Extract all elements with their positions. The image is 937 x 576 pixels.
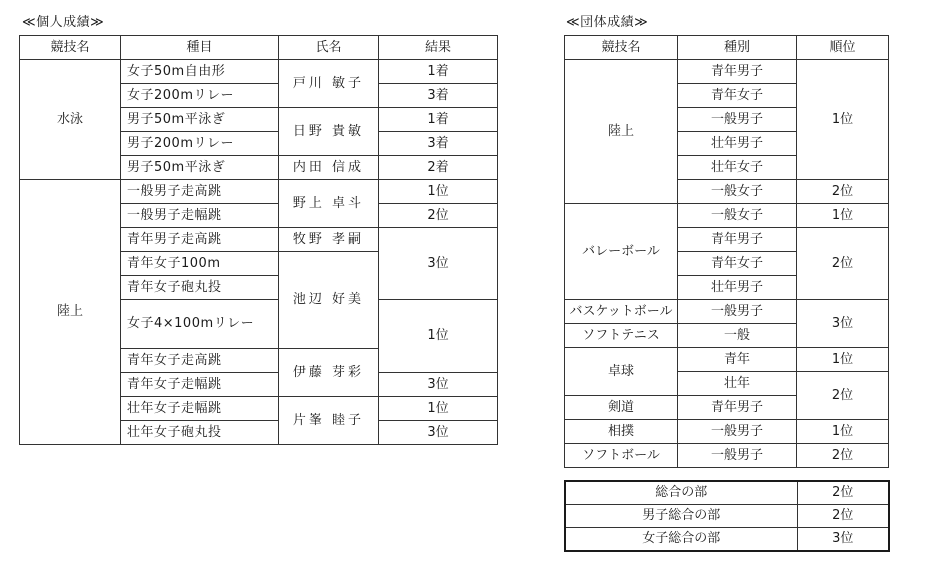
rank-cell: 1位 <box>797 420 889 444</box>
event-cell: 女子4×100mリレー <box>121 300 279 349</box>
rank-cell: 1位 <box>797 204 889 228</box>
rank-cell: 1位 <box>797 60 889 180</box>
sport-cell: バレーボール <box>565 204 678 300</box>
event-cell: 青年女子100m <box>121 252 279 276</box>
individual-results-table <box>19 35 498 445</box>
category-cell: 一般 <box>678 324 797 348</box>
rank-cell: 2位 <box>797 444 889 468</box>
sport-cell: 陸上 <box>20 180 121 445</box>
result-cell: 3位 <box>379 228 498 300</box>
table-row <box>565 420 889 444</box>
rank-cell: 3位 <box>797 300 889 348</box>
column-header: 競技名 <box>565 36 678 60</box>
table-row <box>565 505 889 528</box>
individual-results-heading: ≪個人成績≫ <box>22 15 105 30</box>
category-cell: 青年男子 <box>678 60 797 84</box>
event-cell: 壮年女子砲丸投 <box>121 421 279 445</box>
rank-cell: 1位 <box>797 348 889 372</box>
sport-cell: バスケットボール <box>565 300 678 324</box>
event-cell: 青年女子砲丸投 <box>121 276 279 300</box>
column-header: 種別 <box>678 36 797 60</box>
category-cell: 青年男子 <box>678 396 797 420</box>
athlete-name-cell: 戸川 敏子 <box>279 60 379 108</box>
rank-cell: 2位 <box>797 505 889 528</box>
category-cell: 一般男子 <box>678 444 797 468</box>
event-cell: 一般男子走幅跳 <box>121 204 279 228</box>
sport-cell: ソフトテニス <box>565 324 678 348</box>
sport-cell: 水泳 <box>20 60 121 180</box>
event-cell: 女子50m自由形 <box>121 60 279 84</box>
category-cell: 壮年女子 <box>678 156 797 180</box>
column-header: 競技名 <box>20 36 121 60</box>
overall-label-cell: 女子総合の部 <box>565 528 797 552</box>
table-header-row <box>20 36 498 60</box>
overall-label-cell: 総合の部 <box>565 481 797 505</box>
category-cell: 青年 <box>678 348 797 372</box>
result-cell: 3着 <box>379 132 498 156</box>
table-row <box>565 204 889 228</box>
table-row <box>565 481 889 505</box>
category-cell: 青年女子 <box>678 84 797 108</box>
sport-cell: 相撲 <box>565 420 678 444</box>
event-cell: 一般男子走高跳 <box>121 180 279 204</box>
rank-cell: 2位 <box>797 180 889 204</box>
athlete-name-cell: 牧野 孝嗣 <box>279 228 379 252</box>
result-cell: 1位 <box>379 300 498 373</box>
sport-cell: ソフトボール <box>565 444 678 468</box>
result-cell: 1位 <box>379 180 498 204</box>
sport-cell: 陸上 <box>565 60 678 204</box>
column-header: 順位 <box>797 36 889 60</box>
event-cell: 壮年女子走幅跳 <box>121 397 279 421</box>
column-header: 種目 <box>121 36 279 60</box>
category-cell: 壮年男子 <box>678 132 797 156</box>
category-cell: 一般男子 <box>678 420 797 444</box>
rank-cell: 2位 <box>797 372 889 420</box>
team-results-table <box>564 35 889 468</box>
sport-cell: 剣道 <box>565 396 678 420</box>
column-header: 氏名 <box>279 36 379 60</box>
athlete-name-cell: 伊藤 芽彩 <box>279 349 379 397</box>
rank-cell: 2位 <box>797 228 889 300</box>
athlete-name-cell: 野上 卓斗 <box>279 180 379 228</box>
result-cell: 1着 <box>379 108 498 132</box>
athlete-name-cell: 片峯 睦子 <box>279 397 379 445</box>
sport-cell: 卓球 <box>565 348 678 396</box>
result-cell: 3着 <box>379 84 498 108</box>
category-cell: 一般女子 <box>678 204 797 228</box>
event-cell: 女子200mリレー <box>121 84 279 108</box>
event-cell: 青年女子走幅跳 <box>121 373 279 397</box>
event-cell: 青年男子走高跳 <box>121 228 279 252</box>
category-cell: 壮年男子 <box>678 276 797 300</box>
athlete-name-cell: 日野 貴敏 <box>279 108 379 156</box>
category-cell: 青年男子 <box>678 228 797 252</box>
table-row <box>20 60 498 84</box>
table-row <box>20 180 498 204</box>
result-cell: 1位 <box>379 397 498 421</box>
result-cell: 1着 <box>379 60 498 84</box>
team-results-heading: ≪団体成績≫ <box>566 15 649 30</box>
result-cell: 2位 <box>379 204 498 228</box>
table-row <box>565 444 889 468</box>
table-row <box>565 300 889 324</box>
athlete-name-cell: 池辺 好美 <box>279 252 379 349</box>
category-cell: 壮年 <box>678 372 797 396</box>
event-cell: 青年女子走高跳 <box>121 349 279 373</box>
result-cell: 2着 <box>379 156 498 180</box>
table-row <box>565 528 889 552</box>
overall-label-cell: 男子総合の部 <box>565 505 797 528</box>
event-cell: 男子200mリレー <box>121 132 279 156</box>
event-cell: 男子50m平泳ぎ <box>121 108 279 132</box>
category-cell: 青年女子 <box>678 252 797 276</box>
category-cell: 一般男子 <box>678 300 797 324</box>
result-cell: 3位 <box>379 421 498 445</box>
table-row <box>565 60 889 84</box>
category-cell: 一般男子 <box>678 108 797 132</box>
rank-cell: 3位 <box>797 528 889 552</box>
rank-cell: 2位 <box>797 481 889 505</box>
category-cell: 一般女子 <box>678 180 797 204</box>
table-header-row <box>565 36 889 60</box>
athlete-name-cell: 内田 信成 <box>279 156 379 180</box>
result-cell: 3位 <box>379 373 498 397</box>
event-cell: 男子50m平泳ぎ <box>121 156 279 180</box>
column-header: 結果 <box>379 36 498 60</box>
overall-results-table <box>564 480 890 552</box>
table-row <box>565 348 889 372</box>
